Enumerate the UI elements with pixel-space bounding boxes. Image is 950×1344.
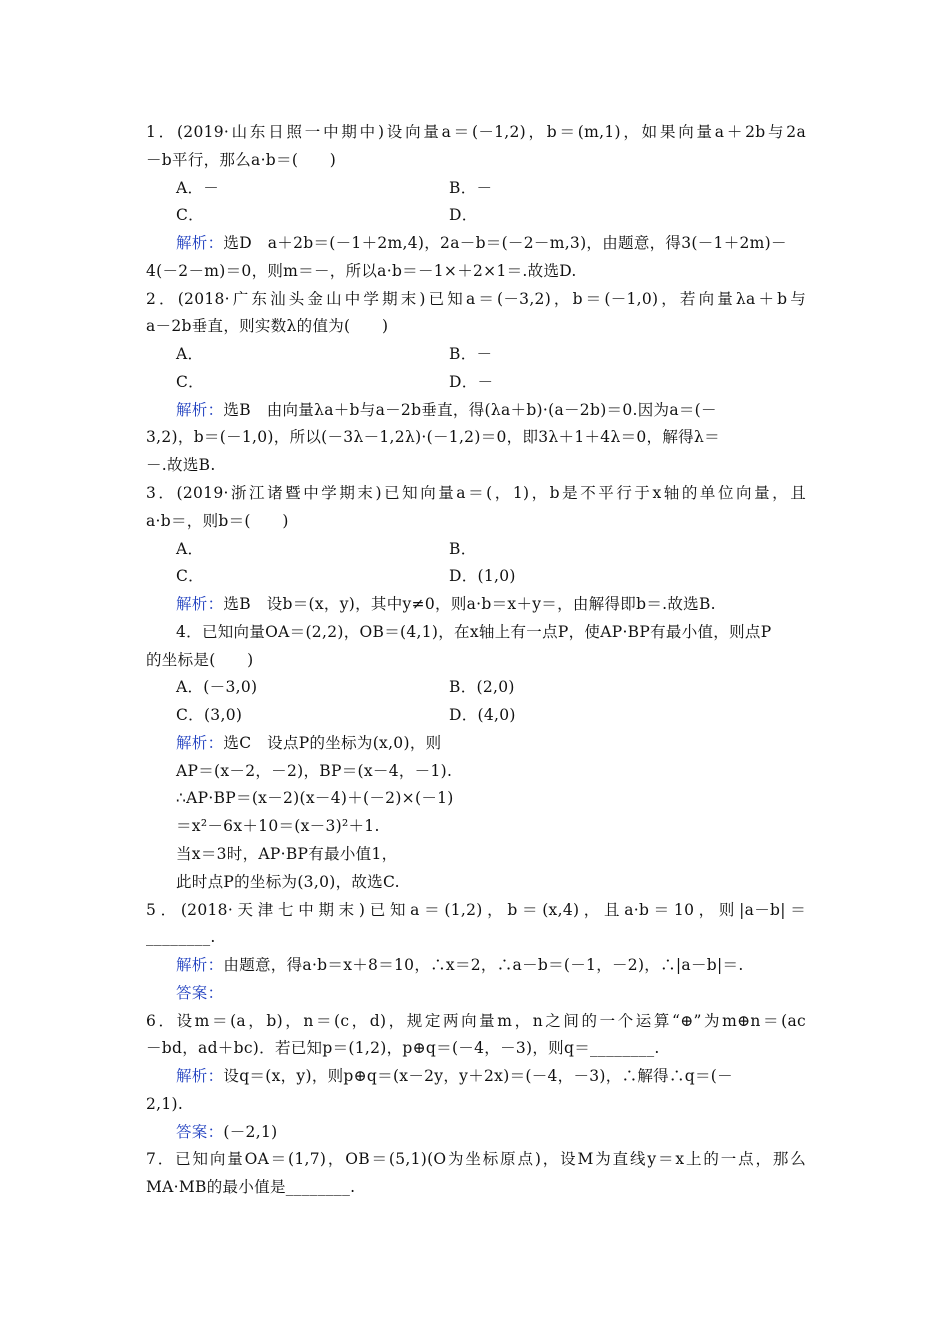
q3-option-d: D．(1,0) [449, 567, 516, 585]
q4-option-b: B．(2,0) [449, 678, 515, 696]
q5-answer-label: 答案： [176, 984, 224, 1002]
solution-label: 解析： [176, 234, 224, 252]
q2-stem-line2: a－2b垂直，则实数λ的值为( ) [146, 317, 389, 335]
q4-option-a: A．(－3,0) [176, 678, 258, 696]
q3-stem-line1: 3．(2019·浙江诸暨中学期末)已知向量a＝(，1)，b是不平行于x轴的单位向量，且 [146, 484, 806, 502]
solution-label: 解析： [176, 401, 224, 419]
answer-label: 答案： [176, 1123, 224, 1141]
q4-stem-line1: 4．已知向量OA＝(2,2)，OB＝(4,1)，在x轴上有一点P，使AP·BP有最小值，则点P [176, 623, 772, 641]
q3-stem-line2: a·b＝，则b＝( ) [146, 512, 289, 530]
q5-stem-line2: ________. [146, 928, 216, 946]
q6-stem-line1: 6．设m＝(a，b)，n＝(c，d)，规定两向量m，n之间的一个运算“⊕”为m⊕n＝(ac [146, 1012, 806, 1030]
q1-option-c: C． [176, 206, 204, 224]
q2-solution-line2: 3,2)，b＝(－1,0)，所以(－3λ－1,2λ)·(－1,2)＝0，即3λ＋1＋4λ＝0，解得λ＝ [146, 428, 720, 446]
q1-stem-line2: －b平行，那么a·b＝( ) [146, 151, 337, 169]
q4-stem-line2: 的坐标是( ) [146, 651, 254, 669]
q7-stem-line2: MA·MB的最小值是________. [146, 1178, 356, 1196]
q4-solution-text: 选C 设点P的坐标为(x,0)，则 [223, 734, 442, 752]
q3-option-b: B． [449, 540, 477, 558]
q2-solution-text: 选B 由向量λa＋b与a－2b垂直，得(λa＋b)·(a－2b)＝0.因为a＝(－ [223, 401, 717, 419]
solution-label: 解析： [176, 1067, 224, 1085]
q5-stem-line1: 5．(2018·天津七中期末)已知a＝(1,2)，b＝(x,4)，且a·b＝10，则|a－b|＝ [146, 901, 806, 919]
solution-label: 解析： [176, 734, 224, 752]
solution-label: 解析： [176, 595, 224, 613]
solution-label: 解析： [176, 956, 224, 974]
q3-option-c: C． [176, 567, 204, 585]
q4-option-d: D．(4,0) [449, 706, 516, 724]
q4-option-c: C．(3,0) [176, 706, 243, 724]
q1-option-d: D． [449, 206, 478, 224]
q2-stem-line1: 2．(2018·广东汕头金山中学期末)已知a＝(－3,2)，b＝(－1,0)，若向量λa＋b与 [146, 290, 806, 308]
q3-solution-text: 选B 设b＝(x，y)，其中y≠0，则a·b＝x＋y＝，由解得即b＝.故选B. [223, 595, 716, 613]
q5-solution-line1 [176, 955, 744, 975]
q6-solution-line2: 2,1). [146, 1095, 184, 1113]
q4-solution-line2: AP＝(x－2，－2)，BP＝(x－4，－1). [176, 762, 453, 780]
q4-solution-line6: 此时点P的坐标为(3,0)，故选C. [176, 873, 400, 891]
q6-solution-text: 设q＝(x，y)，则p⊕q＝(x－2y，y＋2x)＝(－4，－3)，∴解得∴q＝(－ [223, 1067, 733, 1085]
q2-solution-line1 [176, 400, 717, 420]
q4-solution-line1 [176, 733, 441, 753]
q1-option-b: B．－ [449, 179, 493, 197]
q6-solution-line1 [176, 1066, 733, 1086]
q7-stem-line1: 7．已知向量OA＝(1,7)，OB＝(5,1)(O为坐标原点)，设M为直线y＝x上的一点，那么 [146, 1150, 806, 1168]
q2-option-c: C． [176, 373, 204, 391]
q1-solution-text: 选D a＋2b＝(－1＋2m,4)，2a－b＝(－2－m,3)，由题意，得3(－1＋2m)－ [223, 234, 787, 252]
q6-stem-line2: －bd，ad＋bc)．若已知p＝(1,2)，p⊕q＝(－4，－3)，则q＝________. [146, 1039, 660, 1057]
q6-answer-line [176, 1122, 277, 1142]
q6-answer-value: (－2,1) [223, 1123, 278, 1141]
q2-option-a: A． [176, 345, 204, 363]
q1-stem-line1: 1．(2019·山东日照一中期中)设向量a＝(－1,2)，b＝(m,1)，如果向量a＋2b与2a [146, 123, 806, 141]
q2-option-b: B．－ [449, 345, 493, 363]
q1-option-a: A．－ [176, 179, 220, 197]
q3-solution-line1 [176, 594, 716, 614]
q4-solution-line5: 当x＝3时，AP·BP有最小值1， [176, 845, 398, 863]
q1-solution-line2: 4(－2－m)＝0，则m＝－，所以a·b＝－1×＋2×1＝.故选D. [146, 262, 577, 280]
q4-solution-line3: ∴AP·BP＝(x－2)(x－4)＋(－2)×(－1) [176, 789, 454, 807]
q3-option-a: A． [176, 540, 204, 558]
q1-solution-line1 [176, 233, 787, 253]
q2-solution-line3: －.故选B. [146, 456, 216, 474]
q2-option-d: D．－ [449, 373, 494, 391]
q5-solution-text: 由题意，得a·b＝x＋8＝10，∴x＝2，∴a－b＝(－1，－2)，∴|a－b|＝. [223, 956, 744, 974]
q4-solution-line4: ＝x²－6x＋10＝(x－3)²＋1. [176, 817, 380, 835]
